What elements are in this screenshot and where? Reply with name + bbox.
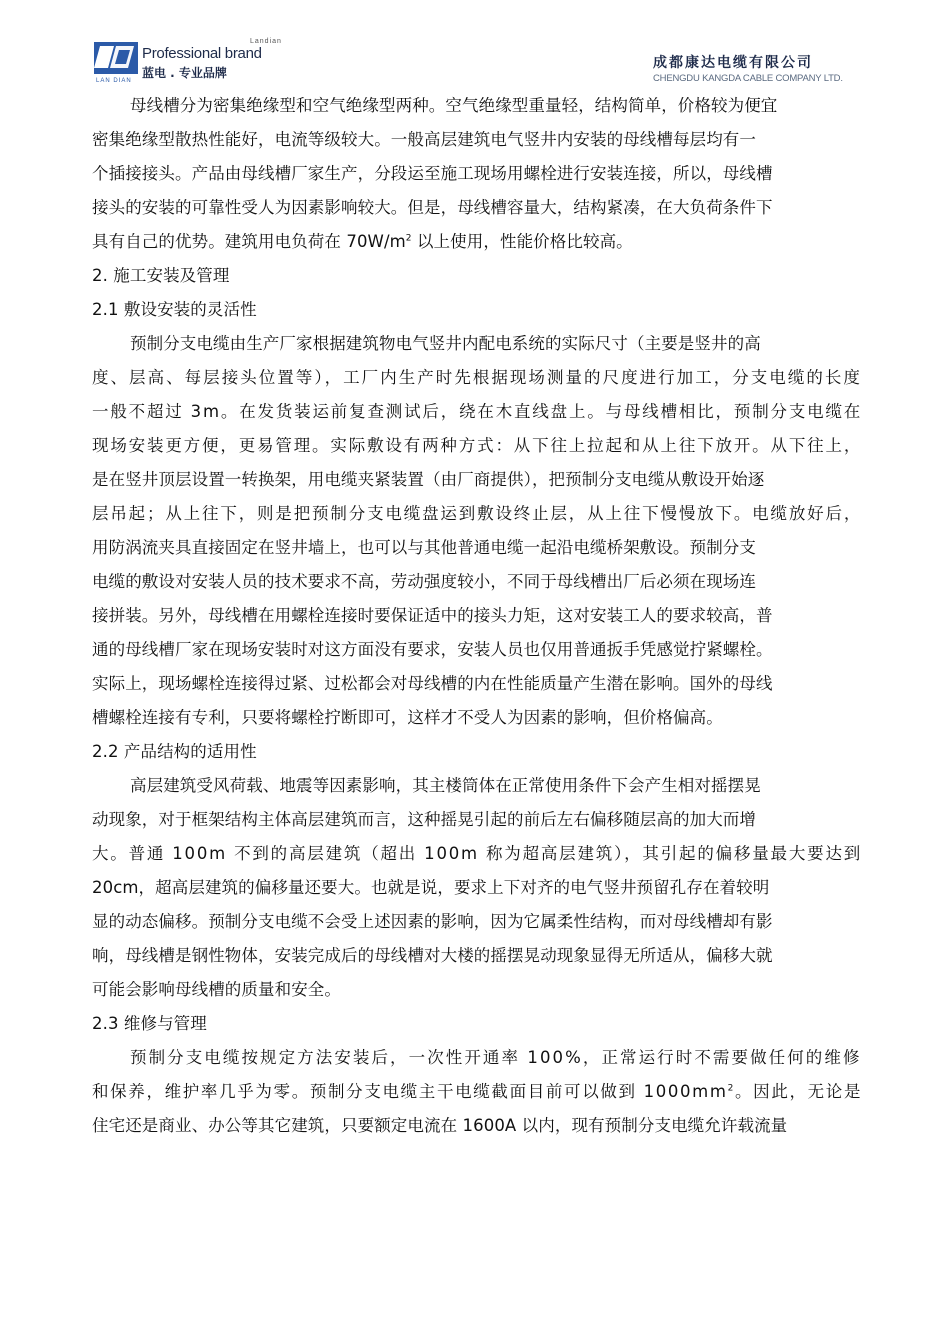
text-line: 密集绝缘型散热性能好，电流等级较大。一般高层建筑电气竖井内安装的母线槽每层均有一 — [92, 130, 756, 149]
text-line: 槽螺栓连接有专利，只要将螺栓拧断即可，这样才不受人为因素的影响，但价格偏高。 — [92, 708, 723, 727]
company-name-cn: 成都康达电缆有限公司 — [653, 55, 813, 71]
text-line: 用防涡流夹具直接固定在竖井墙上，也可以与其他普通电缆一起沿电缆桥架敷设。预制分支 — [92, 538, 756, 557]
text-line: 高层建筑受风荷载、地震等因素影响，其主楼筒体在正常使用条件下会产生相对摇摆晃 — [130, 776, 761, 795]
section-heading-2: 2. 施工安装及管理 — [92, 266, 230, 285]
text-line: 一般不超过 3m。在发货装运前复查测试后，绕在木直线盘上。与母线槽相比，预制分支电缆在 — [92, 402, 863, 421]
company-name-block — [653, 52, 853, 84]
text-line: 住宅还是商业、办公等其它建筑，只要额定电流在 1600A 以内，现有预制分支电缆允许载流量 — [92, 1116, 788, 1135]
company-logo — [94, 38, 282, 84]
paragraph-maintenance — [92, 1041, 862, 1143]
paragraph-structure-applicability — [92, 769, 862, 1007]
logo-mark-icon — [94, 38, 138, 82]
company-name-en: CHENGDU KANGDA CABLE COMPANY LTD. — [653, 73, 843, 84]
text-line: 通的母线槽厂家在现场安装时对这方面没有要求，安装人员也仅用普通扳手凭感觉拧紧螺栓。 — [92, 640, 773, 659]
text-line: 接头的安装的可靠性受人为因素影响较大。但是，母线槽容量大，结构紧凑，在大负荷条件下 — [92, 198, 773, 217]
document-body — [92, 89, 862, 1143]
superscript: 2 — [405, 233, 412, 244]
text-line: 个插接接头。产品由母线槽厂家生产，分段运至施工现场用螺栓进行安装连接，所以，母线槽 — [92, 164, 773, 183]
text-line: 20cm，超高层建筑的偏移量还要大。也就是说，要求上下对齐的电气竖井预留孔存在着较明 — [92, 878, 770, 897]
text-line: 实际上，现场螺栓连接得过紧、过松都会对母线槽的内在性能质量产生潜在影响。国外的母线 — [92, 674, 773, 693]
logo-brand-text: Professional brand — [142, 45, 262, 62]
paragraph-busway-types — [92, 89, 862, 259]
text-line — [92, 225, 862, 259]
text-line: 接拼装。另外，母线槽在用螺栓连接时要保证适中的接头力矩，这对安装工人的要求较高，普 — [92, 606, 773, 625]
logo-slogan-text: 蓝电 . 专业品牌 — [142, 66, 227, 80]
text-segment: 。因此，无论是 — [735, 1082, 863, 1101]
text-line: 大。普通 100m 不到的高层建筑（超出 100m 称为超高层建筑），其引起的偏移量最大要达到 — [92, 844, 863, 863]
section-heading-2-2: 2.2 产品结构的适用性 — [92, 742, 257, 761]
text-line: 预制分支电缆由生产厂家根据建筑物电气竖井内配电系统的实际尺寸（主要是竖井的高 — [130, 334, 761, 353]
text-line: 响，母线槽是钢性物体，安装完成后的母线槽对大楼的摇摆晃动现象显得无所适从，偏移大就 — [92, 946, 773, 965]
text-line: 动现象，对于框架结构主体高层建筑而言，这种摇晃引起的前后左右偏移随层高的加大而增 — [92, 810, 756, 829]
section-heading-2-3: 2.3 维修与管理 — [92, 1014, 207, 1033]
paragraph-installation-flexibility — [92, 327, 862, 735]
text-segment: 以上使用，性能价格比较高。 — [411, 232, 633, 251]
text-line: 层吊起；从上往下，则是把预制分支电缆盘运到敷设终止层，从上往下慢慢放下。电缆放好后， — [92, 504, 863, 523]
text-line — [92, 1075, 862, 1109]
text-line: 母线槽分为密集绝缘型和空气绝缘型两种。空气绝缘型重量轻，结构简单，价格较为便宜 — [130, 96, 778, 115]
page-header — [88, 36, 863, 86]
text-line: 是在竖井顶层设置一转换架，用电缆夹紧装置（由厂商提供），把预制分支电缆从敷设开始逐 — [92, 470, 765, 489]
text-line: 电缆的敷设对安装人员的技术要求不高，劳动强度较小，不同于母线槽出厂后必须在现场连 — [92, 572, 756, 591]
text-line: 可能会影响母线槽的质量和安全。 — [92, 980, 341, 999]
text-line: 现场安装更方便，更易管理。实际敷设有两种方式：从下往上拉起和从上往下放开。从下往上， — [92, 436, 863, 455]
logo-sub-text: LAN DIAN — [96, 78, 132, 84]
logo-top-text: Landian — [250, 38, 282, 45]
section-heading-2-1: 2.1 敷设安装的灵活性 — [92, 300, 257, 319]
text-line: 度、层高、每层接头位置等），工厂内生产时先根据现场测量的尺度进行加工，分支电缆的长度 — [92, 368, 862, 387]
text-segment: 和保养，维护率几乎为零。预制分支电缆主干电缆截面目前可以做到 1000mm — [92, 1082, 728, 1101]
text-line: 显的动态偏移。预制分支电缆不会受上述因素的影响，因为它属柔性结构，而对母线槽却有影 — [92, 912, 773, 931]
text-segment: 具有自己的优势。建筑用电负荷在 70W/m — [92, 232, 406, 251]
superscript: 2 — [727, 1083, 736, 1094]
text-line: 预制分支电缆按规定方法安装后，一次性开通率 100%，正常运行时不需要做任何的维修 — [130, 1048, 862, 1067]
logo-wordmark — [142, 38, 282, 82]
